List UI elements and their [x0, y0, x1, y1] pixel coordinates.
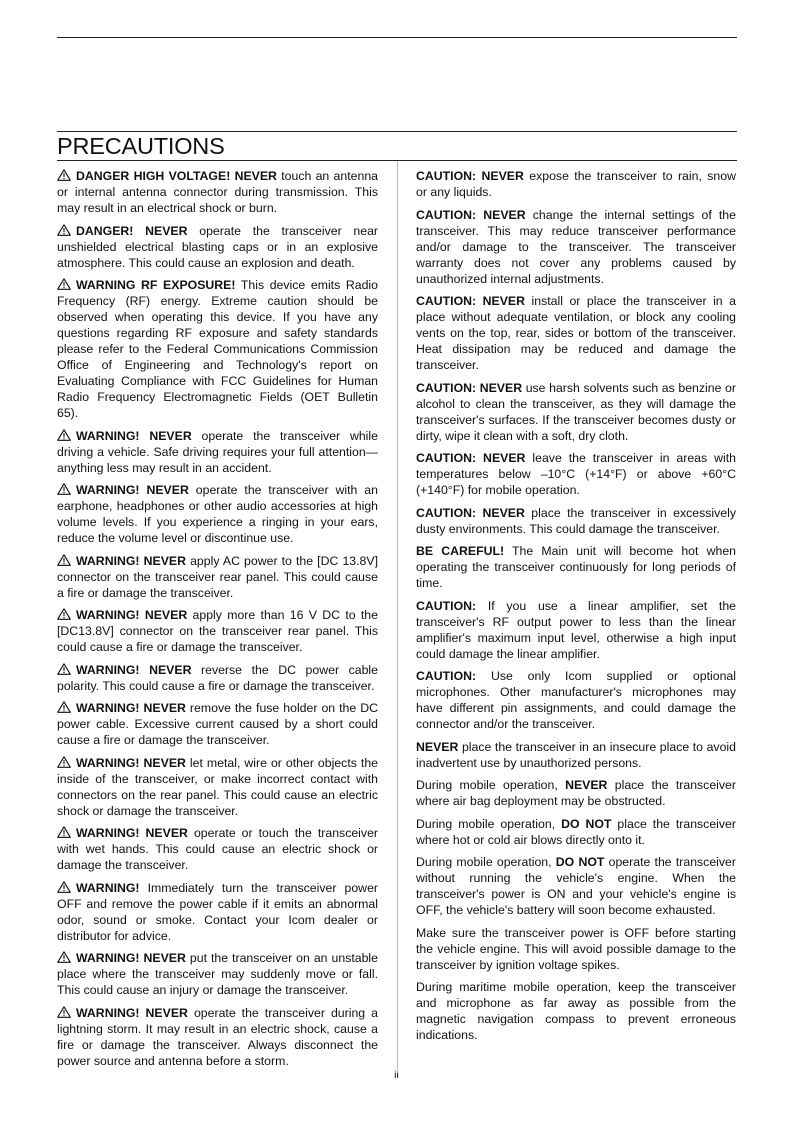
caution-paragraph [416, 505, 736, 537]
page-number: ii [394, 1069, 399, 1081]
warning-paragraph [57, 553, 378, 601]
warning-lead: WARNING! NEVER [76, 428, 192, 443]
caution-paragraph [416, 777, 736, 809]
caution-lead: CAUTION: NEVER [416, 169, 524, 183]
warning-paragraph [57, 950, 378, 998]
caution-paragraph [416, 543, 736, 591]
title-top-rule [57, 131, 737, 132]
caution-lead: CAUTION: NEVER [416, 380, 523, 395]
warning-text: operate or touch the transceiver with wet hands. This could cause an electric shock or damage the transceiver. [57, 826, 379, 872]
warning-lead: WARNING! [76, 880, 140, 895]
warning-triangle-icon [57, 483, 71, 495]
caution-text: operate the transceiver without running the vehicle's engine. When the transceiver's power is ON and your vehicle's engine is OFF, the vehicle's battery will soon become exhausted. [416, 855, 736, 917]
caution-lead: CAUTION: NEVER [416, 505, 525, 520]
caution-text: install or place the transceiver in a place without adequate ventilation, or block any cooling vents on the top, rear, sides or bottom of the transceiver. Heat dissipation may be reduced and damage the transceiver. [416, 294, 736, 372]
warning-triangle-icon [57, 701, 71, 713]
warning-paragraph [57, 880, 378, 944]
warning-text: apply more than 16 V DC to the [DC13.8V] connector on the transceiver rear panel. This could cause a fire or damage the transceiver. [57, 608, 378, 654]
warning-text: operate the transceiver with an earphone, headphones or other audio accessories at high volume levels. If you experience a ringing in your ears, reduce the volume level or discontinue use. [57, 483, 378, 545]
warning-text: This device emits Radio Frequency (RF) energy. Extreme caution should be observed when operating this device. If you have any questions regarding RF exposure and safety standards please refer to the Federal Communications Commission Office of Engineering and Technology's report on Evaluating Compliance with FCC Guidelines for Human Radio Frequency Electromagnetic Fields (OET Bulletin 65). [57, 278, 378, 420]
warning-text: let metal, wire or other objects the inside of the transceiver, or make incorrect contact with connectors on the rear panel. This could cause an electric shock or damage the transceiver. [57, 755, 378, 818]
caution-paragraph [416, 668, 736, 732]
caution-paragraph [416, 450, 736, 498]
caution-paragraph [416, 380, 736, 444]
warning-lead: DANGER! NEVER [76, 223, 188, 238]
warning-paragraph [57, 607, 378, 655]
caution-text: During maritime mobile operation, keep the transceiver and microphone as far away as possible from the magnetic navigation compass to prevent erroneous indications. [416, 980, 736, 1042]
caution-lead: CAUTION: NEVER [416, 451, 526, 465]
warning-triangle-icon [57, 663, 71, 675]
left-column [57, 168, 378, 1075]
caution-paragraph [416, 293, 736, 373]
warning-paragraph [57, 428, 378, 476]
warning-paragraph [57, 277, 378, 421]
caution-lead: DO NOT [555, 855, 605, 869]
warning-text: Immediately turn the transceiver power OFF and remove the power cable if it emits an abnormal odor, sound or smoke. Contact your Icom dealer or distributor for advice. [57, 880, 379, 943]
warning-text: touch an antenna or internal antenna connector during transmission. This may result in an electrical shock or burn. [57, 169, 379, 215]
caution-text: Make sure the transceiver power is OFF before starting the vehicle engine. This will avoid possible damage to the transceiver by ignition voltage spikes. [416, 925, 736, 972]
warning-paragraph [57, 662, 378, 694]
warning-triangle-icon [57, 554, 71, 566]
warning-lead: WARNING! NEVER [76, 662, 192, 677]
caution-text: expose the transceiver to rain, snow or any liquids. [416, 169, 736, 199]
warning-text: reverse the DC power cable polarity. This could cause a fire or damage the transceiver. [57, 662, 378, 693]
warning-lead: WARNING! NEVER [76, 701, 186, 715]
caution-text: During mobile operation, [416, 855, 556, 869]
warning-paragraph [57, 825, 378, 873]
warning-paragraph [57, 755, 378, 819]
warning-triangle-icon [57, 951, 71, 963]
warning-lead: DANGER HIGH VOLTAGE! NEVER [76, 169, 277, 183]
caution-text: use harsh solvents such as benzine or alcohol to clean the transceiver, as they will damage the transceiver's surfaces. If the transceiver becomes dusty or dirty, wipe it clean with a soft, dry cloth. [416, 380, 736, 443]
warning-paragraph [57, 482, 378, 546]
warning-triangle-icon [57, 169, 71, 181]
caution-text: place the transceiver where hot or cold air blows directly onto it. [416, 816, 736, 847]
caution-text: change the internal settings of the transceiver. This may reduce transceiver performance and/or damage to the transceiver. The transceiver warranty does not cover any problems caused by unauthorized internal adjustments. [416, 207, 736, 286]
caution-text: During mobile operation, [416, 816, 562, 831]
warning-paragraph [57, 1005, 378, 1069]
warning-triangle-icon [57, 1006, 71, 1018]
warning-triangle-icon [57, 429, 71, 441]
warning-triangle-icon [57, 608, 71, 620]
warning-paragraph [57, 700, 378, 748]
caution-paragraph [416, 816, 736, 848]
warning-lead: WARNING RF EXPOSURE! [76, 278, 236, 292]
caution-lead: CAUTION: NEVER [416, 294, 525, 308]
warning-text: operate the transceiver during a lightning storm. It may result in an electric shock, cause a fire or damage the transceiver. Always disconnect the power source and antenna before a storm. [57, 1005, 378, 1068]
warning-lead: WARNING! NEVER [76, 951, 186, 965]
warning-lead: WARNING! NEVER [76, 553, 186, 568]
warning-triangle-icon [57, 224, 71, 236]
caution-paragraph [416, 979, 736, 1043]
warning-text: remove the fuse holder on the DC power cable. Excessive current caused by a short could cause a fire or damage the transceiver. [57, 701, 379, 747]
right-column [416, 168, 736, 1050]
caution-text: Use only Icom supplied or optional microphones. Other manufacturer's microphones may have different pin assignments, and could damage the connector and/or the transceiver. [416, 669, 736, 731]
page-title: PRECAUTIONS [57, 133, 225, 159]
caution-paragraph [416, 925, 736, 973]
warning-paragraph [57, 223, 378, 271]
column-divider [397, 161, 398, 1069]
caution-lead: NEVER [416, 739, 459, 754]
caution-paragraph [416, 168, 736, 200]
caution-lead: DO NOT [561, 816, 612, 831]
warning-lead: WARNING! NEVER [76, 1005, 188, 1020]
header-rule [57, 37, 737, 38]
caution-paragraph [416, 854, 736, 918]
warning-lead: WARNING! NEVER [76, 483, 189, 497]
caution-text: The Main unit will become hot when operating the transceiver continuously for long periods of time. [416, 544, 736, 590]
warning-triangle-icon [57, 278, 71, 290]
caution-text: leave the transceiver in areas with temperatures below –10°C (+14°F) or above +60°C (+140°F) for mobile operation. [416, 451, 736, 497]
warning-lead: WARNING! NEVER [76, 755, 186, 770]
caution-text: place the transceiver in excessively dusty environments. This could damage the transceiver. [416, 505, 736, 536]
caution-text: If you use a linear amplifier, set the transceiver's RF output power to less than the linear amplifier's maximum input level, otherwise a high input could damage the linear amplifier. [416, 598, 736, 661]
warning-lead: WARNING! NEVER [76, 826, 188, 840]
caution-paragraph [416, 207, 736, 287]
warning-triangle-icon [57, 881, 71, 893]
caution-lead: BE CAREFUL! [416, 544, 505, 558]
warning-lead: WARNING! NEVER [76, 608, 188, 622]
warning-paragraph [57, 168, 378, 216]
caution-text: place the transceiver where air bag deployment may be obstructed. [416, 778, 736, 808]
caution-paragraph [416, 598, 736, 662]
warning-text: put the transceiver on an unstable place where the transceiver may suddenly move or fall. This could cause an injury or damage the transceiver. [57, 951, 379, 997]
caution-paragraph [416, 739, 736, 771]
warning-text: operate the transceiver near unshielded electrical blasting caps or in an explosive atmosphere. This could cause an explosion and death. [57, 223, 379, 270]
warning-triangle-icon [57, 756, 71, 768]
caution-lead: CAUTION: [416, 598, 477, 613]
caution-text: During mobile operation, [416, 778, 566, 792]
caution-lead: CAUTION: [416, 669, 477, 683]
caution-lead: NEVER [565, 778, 608, 792]
caution-text: place the transceiver in an insecure place to avoid inadvertent use by unauthorized persons. [416, 739, 736, 770]
caution-lead: CAUTION: NEVER [416, 207, 526, 222]
warning-text: operate the transceiver while driving a vehicle. Safe driving requires your full attention—anything less may result in an accident. [57, 428, 378, 475]
warning-triangle-icon [57, 826, 71, 838]
warning-text: apply AC power to the [DC 13.8V] connector on the transceiver rear panel. This could cause a fire or damage the transceiver. [57, 553, 378, 600]
